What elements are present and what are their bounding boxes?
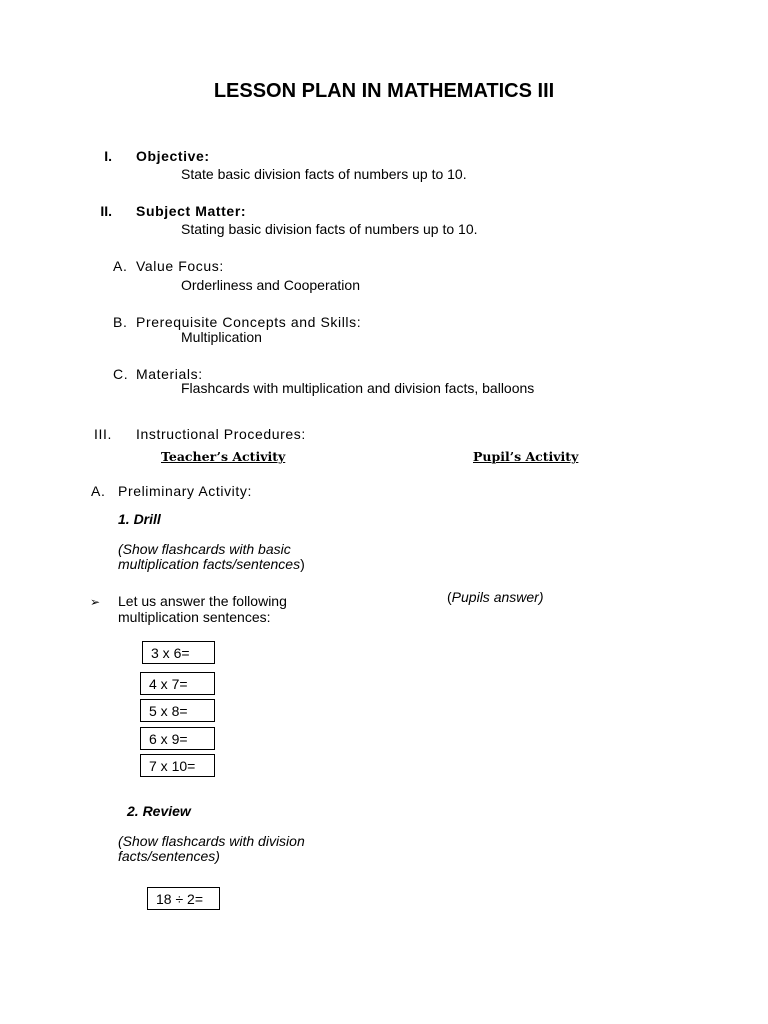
arrow-bullet-icon: ➢ [90, 595, 101, 609]
preliminary-label: A. [91, 483, 106, 499]
review-note-line-2: facts/sentences) [118, 848, 220, 864]
section-1-heading: Objective: [136, 148, 210, 164]
value-focus-label: A. [113, 258, 128, 274]
flashcard-mult: 6 x 9= [140, 727, 215, 750]
drill-note-line-2 [118, 556, 305, 572]
flashcard-mult: 4 x 7= [140, 672, 215, 695]
subject-matter-text: Stating basic division facts of numbers up to 10. [181, 221, 478, 237]
prerequisite-text: Multiplication [181, 329, 262, 345]
teacher-activity-header: Teacher’s Activity [161, 449, 286, 464]
drill-note-text: multiplication facts/sentences [118, 556, 301, 572]
value-focus-heading: Value Focus: [136, 258, 224, 274]
instruction-line-2: multiplication sentences: [118, 609, 271, 625]
pupils-answer-text: Pupils answer) [451, 589, 544, 605]
pupil-activity-header: Pupil’s Activity [473, 449, 579, 464]
prerequisite-label: B. [113, 314, 128, 330]
section-2-numeral: II. [100, 203, 112, 219]
flashcard-mult: 7 x 10= [140, 754, 215, 777]
flashcard-mult: 5 x 8= [140, 699, 215, 722]
drill-note-close: ) [300, 556, 305, 572]
drill-title: 1. Drill [118, 511, 161, 527]
materials-heading: Materials: [136, 366, 203, 382]
section-2-heading: Subject Matter: [136, 203, 247, 219]
preliminary-heading: Preliminary Activity: [118, 483, 252, 499]
prerequisite-heading: Prerequisite Concepts and Skills: [136, 314, 362, 330]
drill-note-line-1: (Show flashcards with basic [118, 541, 291, 557]
review-note-line-1: (Show flashcards with division [118, 833, 305, 849]
section-3-heading: Instructional Procedures: [136, 426, 306, 442]
materials-label: C. [113, 366, 129, 382]
pupils-answer-note [447, 589, 544, 605]
materials-text: Flashcards with multiplication and division facts, balloons [181, 380, 535, 396]
section-1-numeral: I. [104, 148, 112, 164]
section-3-numeral: III. [94, 426, 112, 442]
instruction-line-1: Let us answer the following [118, 593, 287, 609]
flashcard-div: 18 ÷ 2= [147, 887, 220, 910]
page-title: LESSON PLAN IN MATHEMATICS III [213, 80, 555, 102]
objective-text: State basic division facts of numbers up to 10. [181, 166, 467, 182]
value-focus-text: Orderliness and Cooperation [181, 277, 360, 293]
flashcard-mult: 3 x 6= [142, 641, 215, 664]
review-title: 2. Review [127, 803, 191, 819]
pupils-answer-open: ( [447, 589, 452, 605]
